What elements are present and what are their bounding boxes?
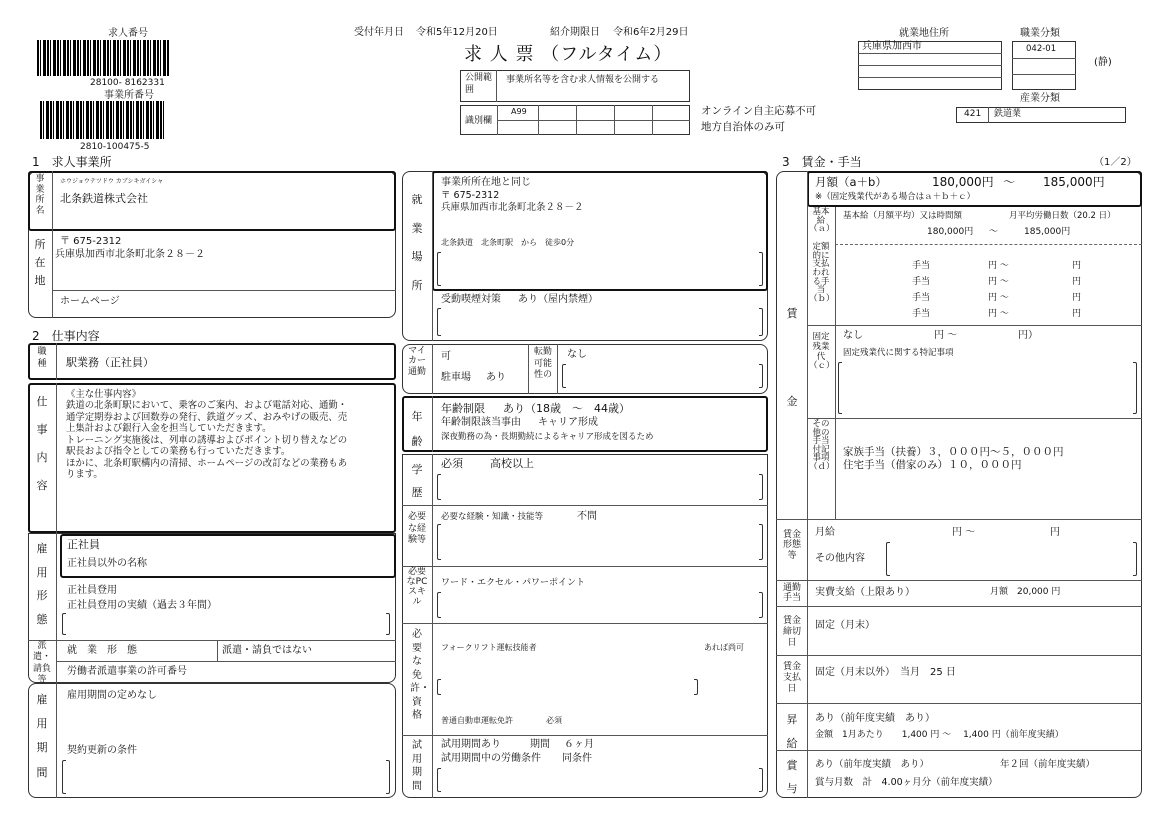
education-value: 高校以上	[490, 457, 534, 470]
section2-heading: 2 仕事内容	[32, 329, 100, 343]
job-content-line: 駅長および指令としての業務も行っていただきます。	[66, 446, 291, 458]
trial-period-label: 期間	[530, 739, 550, 750]
pc-label: 必要なPCスキル	[406, 567, 428, 607]
work-address-value: 兵庫県加西市	[862, 41, 922, 52]
employment-type: 正社員	[67, 538, 100, 551]
overtime-to: 円）	[1018, 330, 1038, 341]
wage-form-from: 円 〜	[952, 527, 976, 538]
base-text: 基本給（月額平均）又は時間額	[843, 211, 963, 221]
smoking-label: 受動喫煙対策	[441, 294, 501, 305]
allowance-row: 手当 円 〜 円	[912, 261, 1082, 271]
overtime-value: なし	[843, 330, 863, 341]
monthly-label: 月額（a＋b）	[815, 175, 887, 189]
job-class-note: (静)	[1094, 57, 1112, 68]
office-number-label: 事業所番号	[104, 90, 154, 101]
location-label: 所在地	[34, 238, 46, 288]
workplace-value: 事業所所在地と同じ	[441, 177, 531, 188]
car-value: 可	[441, 351, 451, 362]
industry-code: 421	[964, 109, 982, 119]
wage-form-other: その他内容	[815, 553, 865, 564]
car-label: マイカー通勤	[407, 346, 426, 377]
license-1-note: あれば尚可	[704, 643, 744, 652]
allowance-row: 手当 円 〜 円	[912, 293, 1082, 303]
wage-form-value: 月給	[815, 527, 835, 538]
term-label: 雇用期間	[36, 693, 48, 779]
pc-value: ワード・エクセル・パワーポイント	[441, 578, 586, 588]
job-type-value: 駅業務（正社員）	[66, 356, 154, 369]
workplace-postal: 〒 675-2312	[441, 190, 500, 201]
allowance-row: 手当 円 〜 円	[912, 309, 1082, 319]
company-name-label: 事業所名	[35, 174, 45, 216]
workplace-label: 就業場所	[411, 193, 423, 292]
other-name-label: 正社員以外の名称	[67, 558, 147, 569]
industry-label: 産業分類	[1020, 93, 1060, 104]
base-min: 180,000円	[927, 227, 974, 237]
payday-value: 固定（月末以外） 当月 25 日	[815, 667, 956, 678]
closing-value: 固定（月末）	[815, 620, 875, 631]
deadline-date: 令和6年2月29日	[613, 27, 689, 38]
monthly-note: ※（固定残業代がある場合はａ＋ｂ＋ｃ）	[815, 192, 976, 202]
id-value: A99	[511, 107, 527, 116]
company-name: 北条鉄道株式会社	[60, 192, 148, 205]
age-limit-value: あり（18歳 〜 44歳）	[503, 402, 630, 415]
raise-detail: 金額 1月あたり 1,400 円 〜 1,400 円（前年度実績）	[815, 730, 1064, 740]
work-form-label: 就 業 形 態	[67, 645, 137, 656]
smoking-value: あり（屋内禁煙）	[518, 294, 598, 305]
raise-value: あり（前年度実績 あり）	[815, 713, 935, 724]
document-title: 求 人 票 （フルタイム）	[464, 44, 673, 65]
job-type-label: 職種	[37, 347, 47, 370]
office-number: 2810-100475-5	[80, 142, 150, 152]
job-content-line: ほかに、北条町駅構内の清掃、ホームページの改訂などの業務もあ	[66, 457, 348, 469]
office-number-barcode	[40, 101, 166, 139]
workplace-address: 兵庫県加西市北条町北条２８－２	[441, 202, 584, 213]
other-allowance-2: 住宅手当（借家のみ）１０，０００円	[843, 459, 1022, 471]
job-content-line: トレーニング実施後は、列車の誘導およびポイント切り替えなどの	[66, 434, 348, 446]
age-reason-value: キャリア形成	[538, 417, 598, 428]
avg-days: 月平均労働日数（20.2 日）	[1009, 211, 1116, 221]
job-number-label: 求人番号	[108, 28, 148, 39]
job-number-barcode	[37, 40, 169, 76]
job-content-line: 鉄道の北条町駅において、乗客のご案内、および電話対応、通勤・	[66, 400, 348, 412]
commute-value: 実費支給（上限あり）	[815, 587, 915, 598]
work-address-label: 就業地住所	[899, 28, 949, 39]
dispatch-label: 派遣・請負等	[32, 641, 51, 685]
bonus-count: 年２回（前年度実績）	[1000, 759, 1096, 770]
age-limit-label: 年齢制限	[441, 402, 485, 415]
base-sep: 〜	[989, 227, 999, 237]
trial-value: 試用期間あり	[441, 739, 501, 750]
age-reason-detail: 深夜勤務の為・長期勤続によるキャリア形成を図るため	[441, 432, 654, 442]
local-gov-note: 地方自治体のみ可	[701, 121, 785, 133]
job-number: 28100- 8162331	[90, 78, 165, 88]
fixed-label: 定額的に支払われる手当（ｂ）	[809, 242, 835, 304]
received-date: 令和5年12月20日	[416, 27, 498, 38]
overtime-label: 固定残業代（ｃ）	[809, 332, 835, 372]
closing-label: 賃金締切日	[782, 616, 801, 648]
license-1: フォークリフト運転技能者	[441, 643, 537, 652]
payday-label: 賃金支払日	[782, 662, 801, 694]
company-postal: 〒 675-2312	[60, 236, 122, 247]
job-content-text	[66, 389, 347, 481]
section3-heading: 3 賃金・手当	[782, 155, 862, 169]
base-label: 基本給（ａ）	[809, 207, 835, 235]
job-content-label: 仕事内容	[36, 395, 48, 493]
transfer-label: 転勤可能性の	[533, 347, 552, 381]
job-content-line: 通学定期券および回数券の発行、鉄道グッズ、おみやげの販売、売	[66, 411, 348, 423]
dispatch-license-label: 労働者派遣事業の許可番号	[67, 666, 187, 677]
online-note: オンライン自主応募不可	[701, 105, 817, 117]
work-form-value: 派遣・請負ではない	[222, 645, 312, 656]
company-name-kana: ホウジョウテツドウ カブシキガイシャ	[60, 178, 164, 185]
job-class-value: 042-01	[1026, 44, 1057, 54]
overtime-special: 固定残業代に関する特記事項	[843, 348, 954, 358]
deadline-label: 紹介期限日	[550, 27, 600, 38]
workplace-box	[432, 171, 768, 291]
homepage-label[interactable]: ホームページ	[60, 296, 120, 307]
raise-label: 昇給	[786, 713, 798, 751]
wage-form-to: 円	[1050, 527, 1060, 538]
disclosure-value: 事業所名等を含む求人情報を公開する	[506, 75, 660, 85]
license-2: 普通自動車運転免許	[441, 716, 513, 725]
job-class-label: 職業分類	[1020, 28, 1060, 39]
bonus-label: 賞与	[786, 759, 798, 796]
wage-label: 賃金	[786, 307, 798, 408]
education-label: 学歴	[411, 463, 423, 500]
experience-label: 必要な経験等	[407, 512, 426, 546]
trial-period: ６ヶ月	[564, 739, 594, 750]
other-allowance-label: その他の手当付記事項（ｄ）	[809, 419, 835, 472]
other-allowance-1: 家族手当（扶養）３，０００円〜５，０００円	[843, 446, 1064, 458]
job-content-line: 《主な仕事内容》	[66, 389, 142, 400]
license-label: 必要な免許・資格	[410, 629, 430, 721]
allowance-list	[912, 258, 1082, 322]
promotion-record-label: 正社員登用の実績（過去３年間）	[67, 600, 217, 611]
trial-label: 試用期間	[412, 740, 422, 792]
allowance-row: 手当 円 〜 円	[912, 277, 1082, 287]
overtime-from: 円 〜	[934, 330, 958, 341]
experience-text: 必要な経験・知識・技能等	[441, 512, 544, 522]
job-content-line: ります。	[66, 469, 103, 481]
license-2-note: 必須	[546, 716, 562, 725]
workplace-access: 北条鉄道 北条町駅 から 徒歩0分	[441, 238, 575, 247]
parking-label: 駐車場	[441, 372, 471, 383]
wage-form-label: 賃金形態等	[782, 530, 801, 561]
industry-box	[956, 107, 1126, 123]
promotion-label: 正社員登用	[67, 585, 117, 596]
monthly-sep: 〜	[1003, 175, 1016, 189]
disclosure-label: 公開範囲	[465, 73, 493, 95]
trial-condition-label: 試用期間中の労働条件	[441, 753, 541, 764]
age-label: 年齢	[411, 410, 423, 449]
employment-type-box	[60, 534, 396, 578]
monthly-min: 180,000円	[932, 175, 994, 189]
monthly-max: 185,000円	[1043, 175, 1105, 189]
page-number: （1／2）	[1094, 157, 1137, 168]
parking-value: あり	[486, 372, 506, 383]
trial-condition: 同条件	[562, 753, 592, 764]
job-content-line: 上集計および銀行入金を担当していただきます。	[66, 423, 272, 435]
transfer-value: なし	[567, 349, 587, 360]
commute-limit: 月額 20,000 円	[990, 587, 1061, 597]
received-label: 受付年月日	[354, 27, 404, 38]
experience-value: 不問	[577, 511, 597, 522]
education-req: 必須	[441, 457, 463, 470]
bonus-months: 賞与月数 計 4.00ヶ月分（前年度実績）	[815, 777, 998, 788]
employment-label: 雇用形態	[36, 542, 48, 626]
section1-heading: 1 求人事業所	[32, 155, 112, 169]
bonus-value: あり（前年度実績 あり）	[815, 759, 930, 770]
industry-name: 鉄道業	[994, 109, 1022, 119]
age-reason-label: 年齢制限該当事由	[441, 417, 521, 428]
company-address: 兵庫県加西市北条町北条２８－２	[55, 249, 205, 260]
id-label: 識別欄	[465, 116, 493, 126]
renewal-label: 契約更新の条件	[67, 745, 137, 756]
base-max: 185,000円	[1024, 227, 1071, 237]
term-value: 雇用期間の定めなし	[67, 690, 157, 701]
commute-label: 通勤手当	[782, 583, 801, 604]
